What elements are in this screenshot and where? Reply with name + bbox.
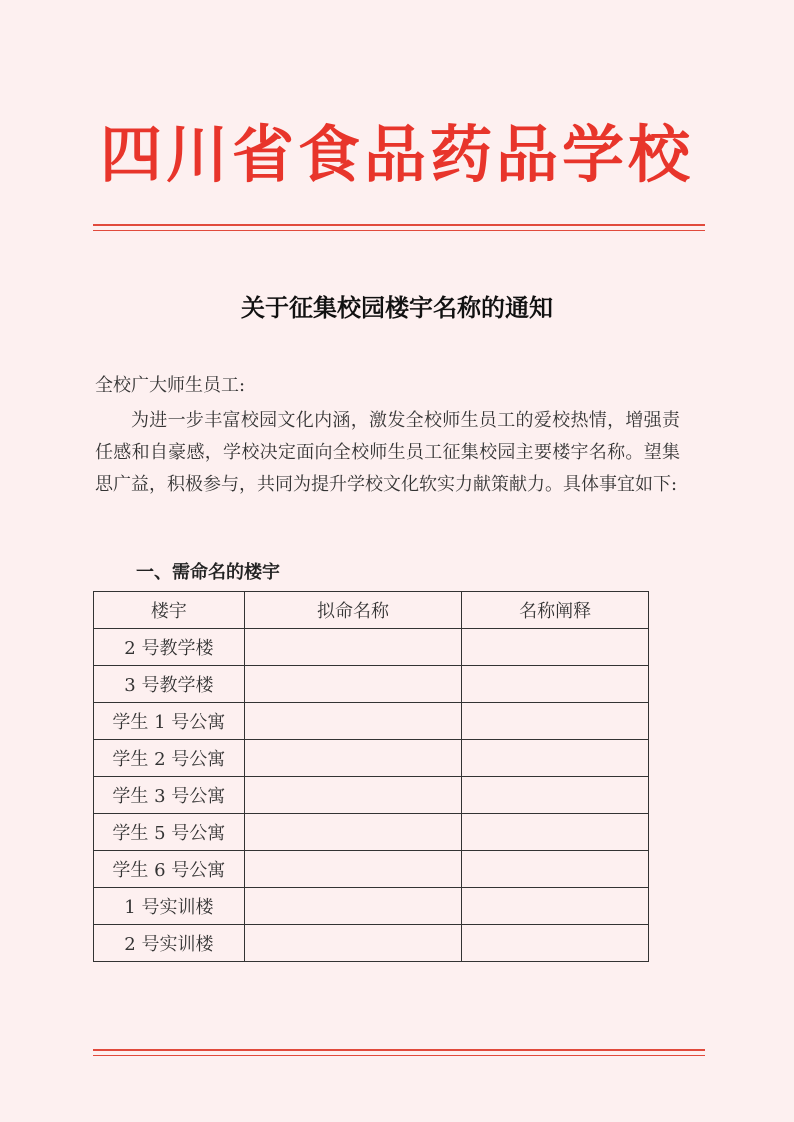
explanation-cell <box>462 703 649 740</box>
building-cell: 3 号教学楼 <box>94 666 245 703</box>
explanation-cell <box>462 666 649 703</box>
building-cell: 学生 3 号公寓 <box>94 777 245 814</box>
explanation-cell <box>462 814 649 851</box>
explanation-cell <box>462 629 649 666</box>
proposed-cell <box>244 703 462 740</box>
footer-rule-bottom <box>93 1055 705 1056</box>
header-proposed-name: 拟命名称 <box>244 592 462 629</box>
buildings-table <box>93 591 649 962</box>
proposed-cell <box>244 777 462 814</box>
table-row <box>94 740 649 777</box>
table-row <box>94 814 649 851</box>
section-heading: 一、需命名的楼宇 <box>136 562 280 583</box>
proposed-cell <box>244 666 462 703</box>
table-row <box>94 666 649 703</box>
proposed-cell <box>244 888 462 925</box>
table-row <box>94 777 649 814</box>
building-cell: 2 号教学楼 <box>94 629 245 666</box>
explanation-cell <box>462 888 649 925</box>
table-row <box>94 888 649 925</box>
explanation-cell <box>462 740 649 777</box>
explanation-cell <box>462 851 649 888</box>
explanation-cell <box>462 925 649 962</box>
notice-paragraph: 为进一步丰富校园文化内涵，激发全校师生员工的爱校热情，增强责任感和自豪感，学校决定面向全校师生员工征集校园主要楼宇名称。望集思广益，积极参与，共同为提升学校文化软实力献策献力。具体事宜如下: <box>95 410 680 495</box>
header-building: 楼宇 <box>94 592 245 629</box>
building-cell: 学生 2 号公寓 <box>94 740 245 777</box>
explanation-cell <box>462 777 649 814</box>
proposed-cell <box>244 814 462 851</box>
table-row <box>94 851 649 888</box>
building-cell: 1 号实训楼 <box>94 888 245 925</box>
building-cell: 学生 5 号公寓 <box>94 814 245 851</box>
letterhead-school-name: 四川省食品药品学校 <box>99 118 694 191</box>
proposed-cell <box>244 740 462 777</box>
salutation: 全校广大师生员工: <box>95 375 246 396</box>
building-cell: 2 号实训楼 <box>94 925 245 962</box>
building-cell: 学生 6 号公寓 <box>94 851 245 888</box>
proposed-cell <box>244 925 462 962</box>
proposed-cell <box>244 629 462 666</box>
proposed-cell <box>244 851 462 888</box>
table-row <box>94 925 649 962</box>
table-row <box>94 703 649 740</box>
notice-title: 关于征集校园楼宇名称的通知 <box>241 294 553 322</box>
letterhead-rule-bottom <box>93 230 705 231</box>
header-name-explanation: 名称阐释 <box>462 592 649 629</box>
letterhead-rule-top <box>93 224 705 226</box>
building-cell: 学生 1 号公寓 <box>94 703 245 740</box>
table-header-row <box>94 592 649 629</box>
footer-rule-top <box>93 1049 705 1051</box>
table-row <box>94 629 649 666</box>
